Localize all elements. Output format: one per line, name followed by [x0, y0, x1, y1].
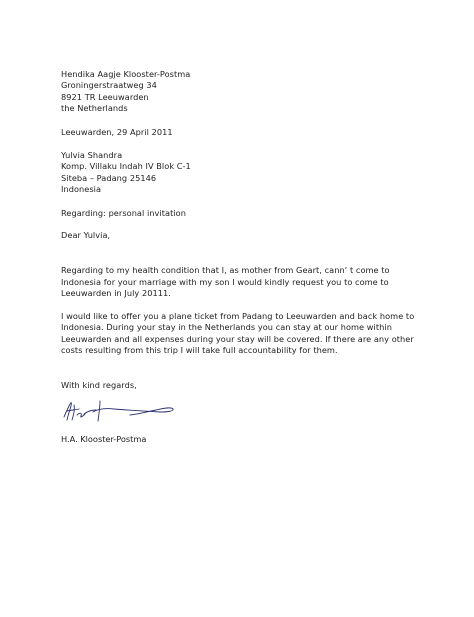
letter-body	[61, 69, 421, 392]
handwritten-signature	[60, 399, 180, 425]
paragraph-line: Indonesia for your marriage with my son I would kindly request you to come to	[61, 276, 389, 287]
paragraph-line: Indonesia. During your stay in the Netherlands you can stay at our home within	[61, 322, 392, 333]
subject-text: Regarding: personal invitation	[61, 207, 186, 218]
letter-date	[61, 127, 421, 138]
sender-address	[61, 69, 421, 115]
sender-street: Groningerstraatweg 34	[61, 80, 157, 91]
paragraph-line: Leeuwarden in July 20111.	[61, 288, 171, 299]
salutation	[61, 230, 421, 241]
paragraph-line: I would like to offer you a plane ticket from Padang to Leeuwarden and back home to	[61, 310, 415, 321]
paragraph-line: costs resulting from this trip I will take full accountability for them.	[61, 344, 338, 355]
recipient-address-line1: Komp. Villaku Indah IV Blok C-1	[61, 161, 191, 172]
paragraph-2	[61, 311, 421, 357]
signature-image	[60, 399, 180, 425]
signer-name: H.A. Klooster-Postma	[61, 434, 147, 444]
recipient-country: Indonesia	[61, 184, 102, 195]
paragraph-1	[61, 265, 421, 299]
sender-name: Hendika Aagje Klooster-Postma	[61, 69, 191, 79]
closing-text: With kind regards,	[61, 380, 137, 391]
subject-line	[61, 208, 421, 219]
sender-postal-city: 8921 TR Leeuwarden	[61, 91, 149, 102]
date-text: Leeuwarden, 29 April 2011	[61, 126, 173, 137]
closing	[61, 380, 421, 391]
sender-country: the Netherlands	[61, 103, 128, 114]
recipient-address	[61, 150, 421, 196]
salutation-text: Dear Yulvia,	[61, 230, 111, 241]
recipient-address-line2: Siteba – Padang 25146	[61, 172, 157, 183]
recipient-name: Yulvia Shandra	[61, 150, 123, 161]
paragraph-line: Regarding to my health condition that I, as mother from Geart, cann’ t come to	[61, 265, 390, 276]
paragraph-line: Leeuwarden and all expenses during your stay will be covered. If there are any other	[61, 333, 414, 344]
